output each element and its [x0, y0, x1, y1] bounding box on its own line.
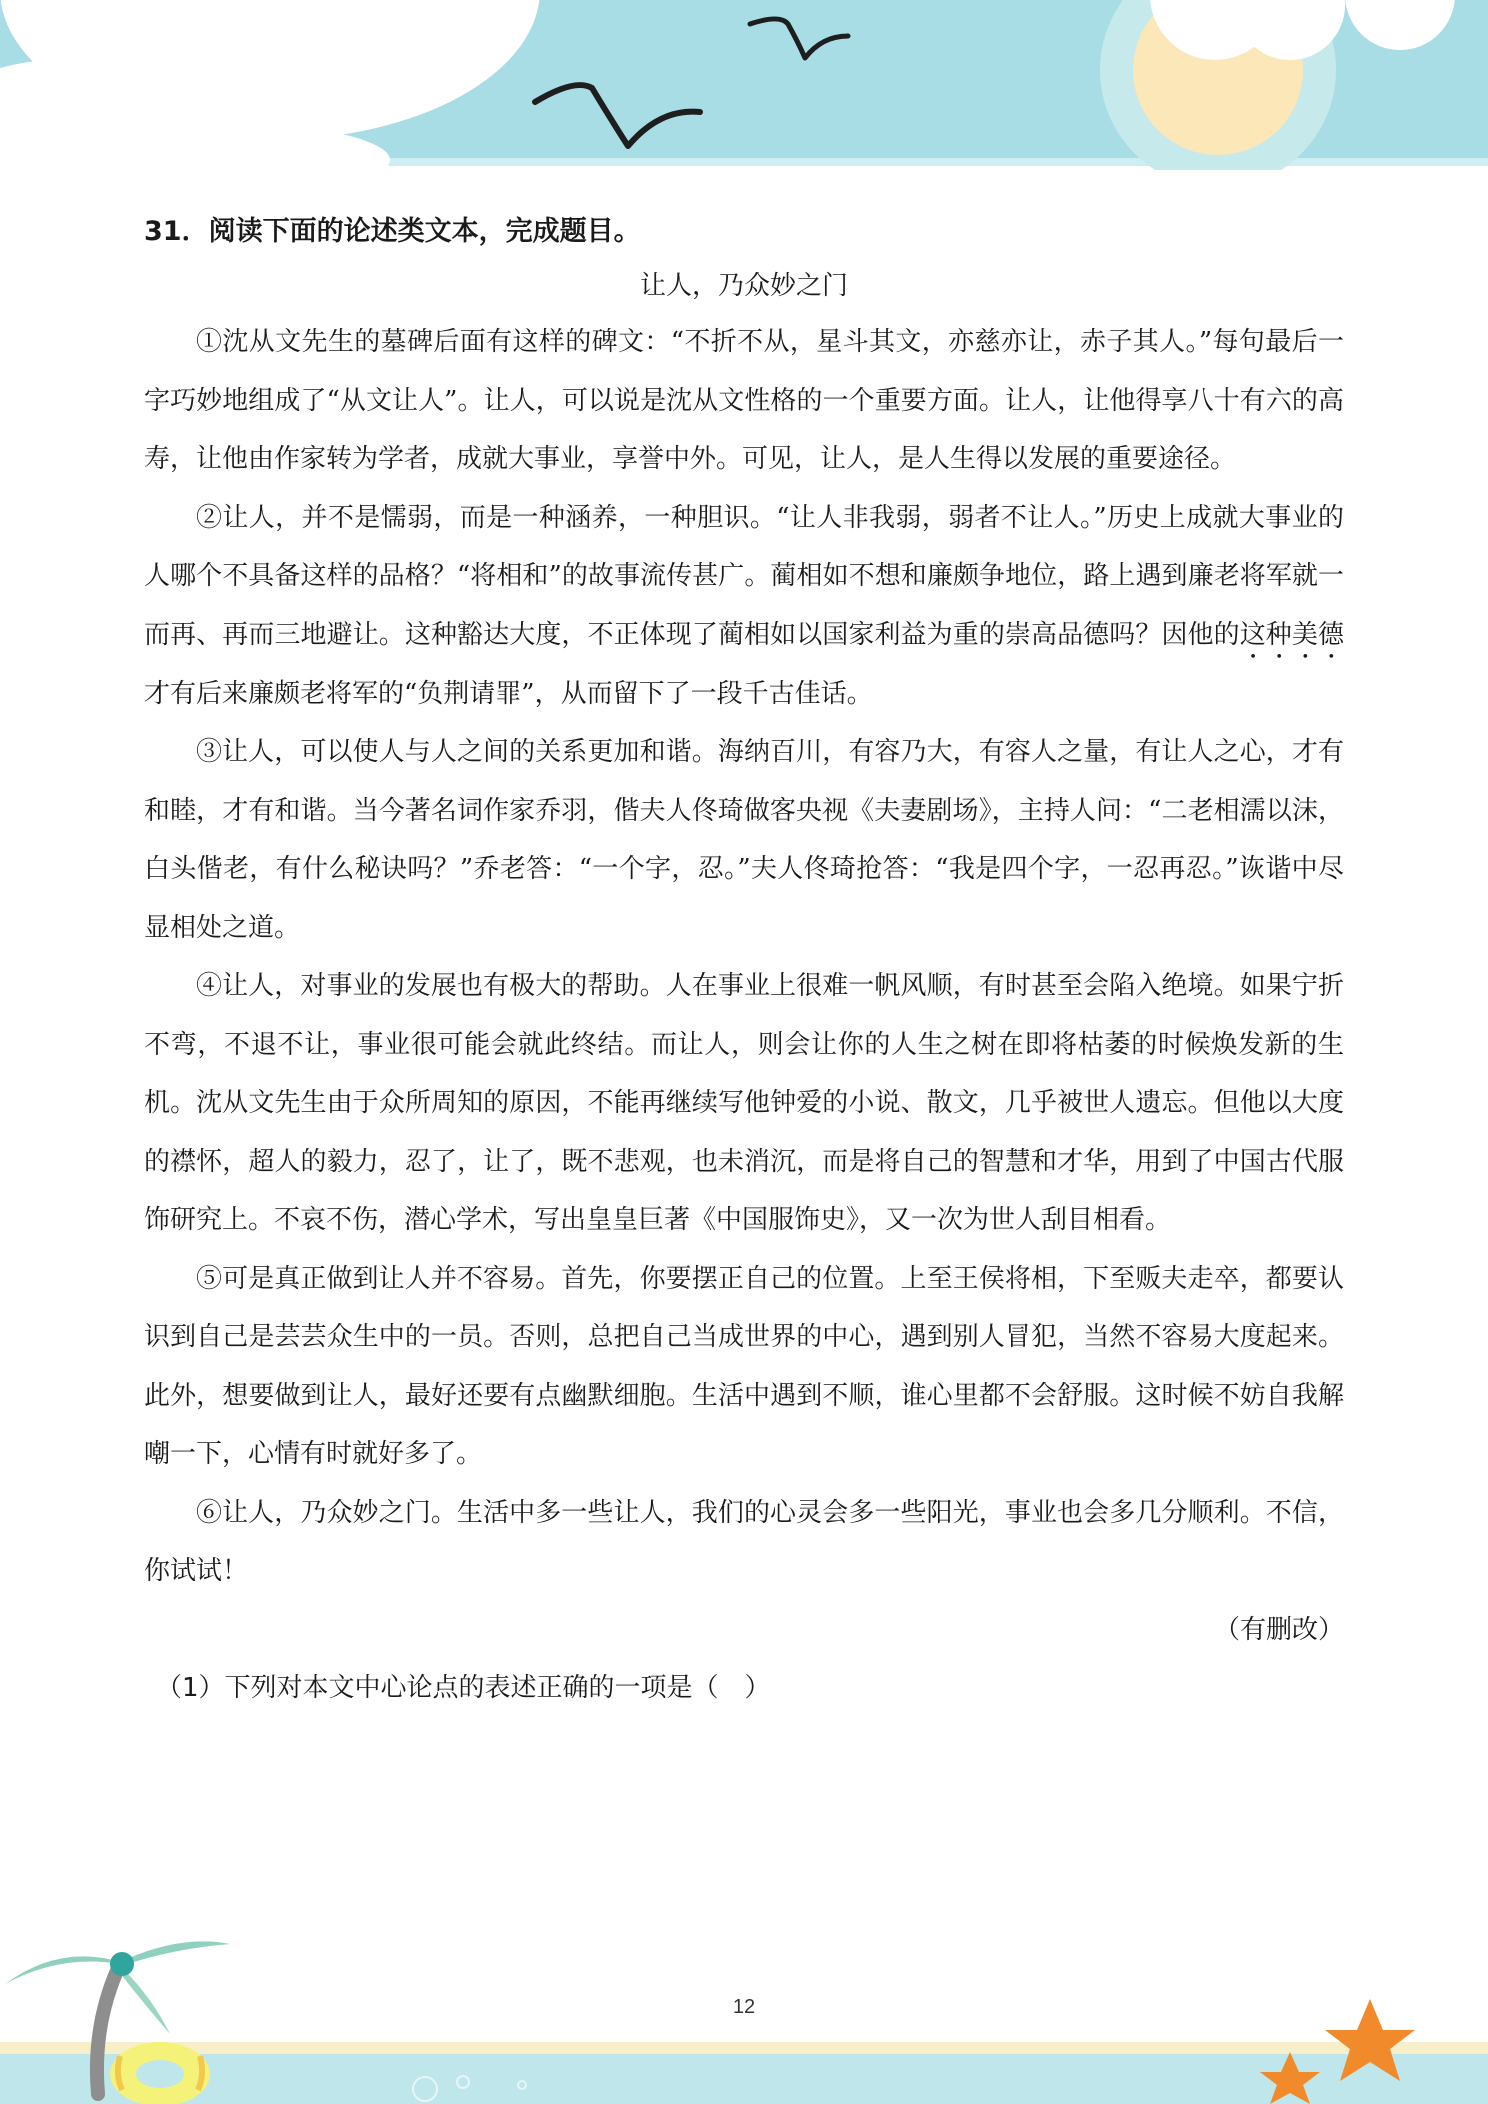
emphasized-phrase: 这种美德	[1239, 619, 1344, 650]
footer-decoration	[0, 1904, 1488, 2104]
header-decoration	[0, 0, 1488, 170]
source-note: （有删改）	[1213, 1614, 1344, 1645]
page-content	[144, 205, 1344, 1717]
page-number: 12	[732, 1996, 756, 2018]
essay-paragraph-4: ④让人，对事业的发展也有极大的帮助。人在事业上很难一帆风顺，有时甚至会陷入绝境。如果宁折不弯，不退不让，事业很可能会就此终结。而让人，则会让你的人生之树在即将枯萎的时候焕发新的生机。沈从文先生由于众所周知的原因，不能再继续写他钟爱的小说、散文，几乎被世人遗忘。但他以大度的襟怀，超人的毅力，忍了，让了，既不悲观，也未消沉，而是将自己的智慧和才华，用到了中国古代服饰研究上。不哀不伤，潜心学术，写出皇皇巨著《中国服饰史》，又一次为世人刮目相看。	[144, 971, 1344, 1235]
paragraph-2-text-before: ②让人，并不是懦弱，而是一种涵养，一种胆识。“让人非我弱，弱者不让人。”历史上成就大事业的人哪个不具备这样的品格？“将相和”的故事流传甚广。蔺相如不想和廉颇争地位，路上遇到廉老将军就一而再、再而三地避让。这种豁达大度，不正体现了蔺相如以国家利益为重的崇高品德吗？因他的	[144, 502, 1344, 650]
sand-band	[0, 2042, 1488, 2054]
essay-paragraph-3: ③让人，可以使人与人之间的关系更加和谐。海纳百川，有容乃大，有容人之量，有让人之心，才有和睦，才有和谐。当今著名词作家乔羽，偕夫人佟琦做客央视《夫妻剧场》，主持人问：“二老相濡以沫，白头偕老，有什么秘诀吗？”乔老答：“一个字，忍。”夫人佟琦抢答：“我是四个字，一忍再忍。”诙谐中尽显相处之道。	[144, 737, 1344, 943]
essay-title: 让人，乃众妙之门	[639, 271, 848, 301]
essay-paragraph-2	[144, 489, 1344, 724]
sea-band	[0, 2052, 1488, 2104]
essay-paragraph-5: ⑤可是真正做到让人并不容易。首先，你要摆正自己的位置。上至王侯将相，下至贩夫走卒，都要认识到自己是芸芸众生中的一员。否则，总把自己当成世界的中心，遇到别人冒犯，当然不容易大度起来。此外，想要做到让人，最好还要有点幽默细胞。生活中遇到不顺，谁心里都不会舒服。这时候不妨自我解嘲一下，心情有时就好多了。	[144, 1263, 1344, 1469]
essay-paragraph-6: ⑥让人，乃众妙之门。生活中多一些让人，我们的心灵会多一些阳光，事业也会多几分顺利。不信，你试试！	[144, 1497, 1344, 1586]
paragraph-2-text-after: 才有后来廉颇老将军的“负荆请罪”，从而留下了一段千古佳话。	[144, 678, 873, 709]
question-title: 31．阅读下面的论述类文本，完成题目。	[144, 216, 641, 247]
sub-question-1: （1）下列对本文中心论点的表述正确的一项是（ ）	[156, 1672, 771, 1703]
swim-ring-icon	[110, 2042, 210, 2104]
essay-paragraph-1: ①沈从文先生的墓碑后面有这样的碑文：“不折不从，星斗其文，亦慈亦让，赤子其人。”每句最后一字巧妙地组成了“从文让人”。让人，可以说是沈从文性格的一个重要方面。让人，让他得享八十有六的高寿，让他由作家转为学者，成就大事业，享誉中外。可见，让人，是人生得以发展的重要途径。	[144, 327, 1344, 474]
